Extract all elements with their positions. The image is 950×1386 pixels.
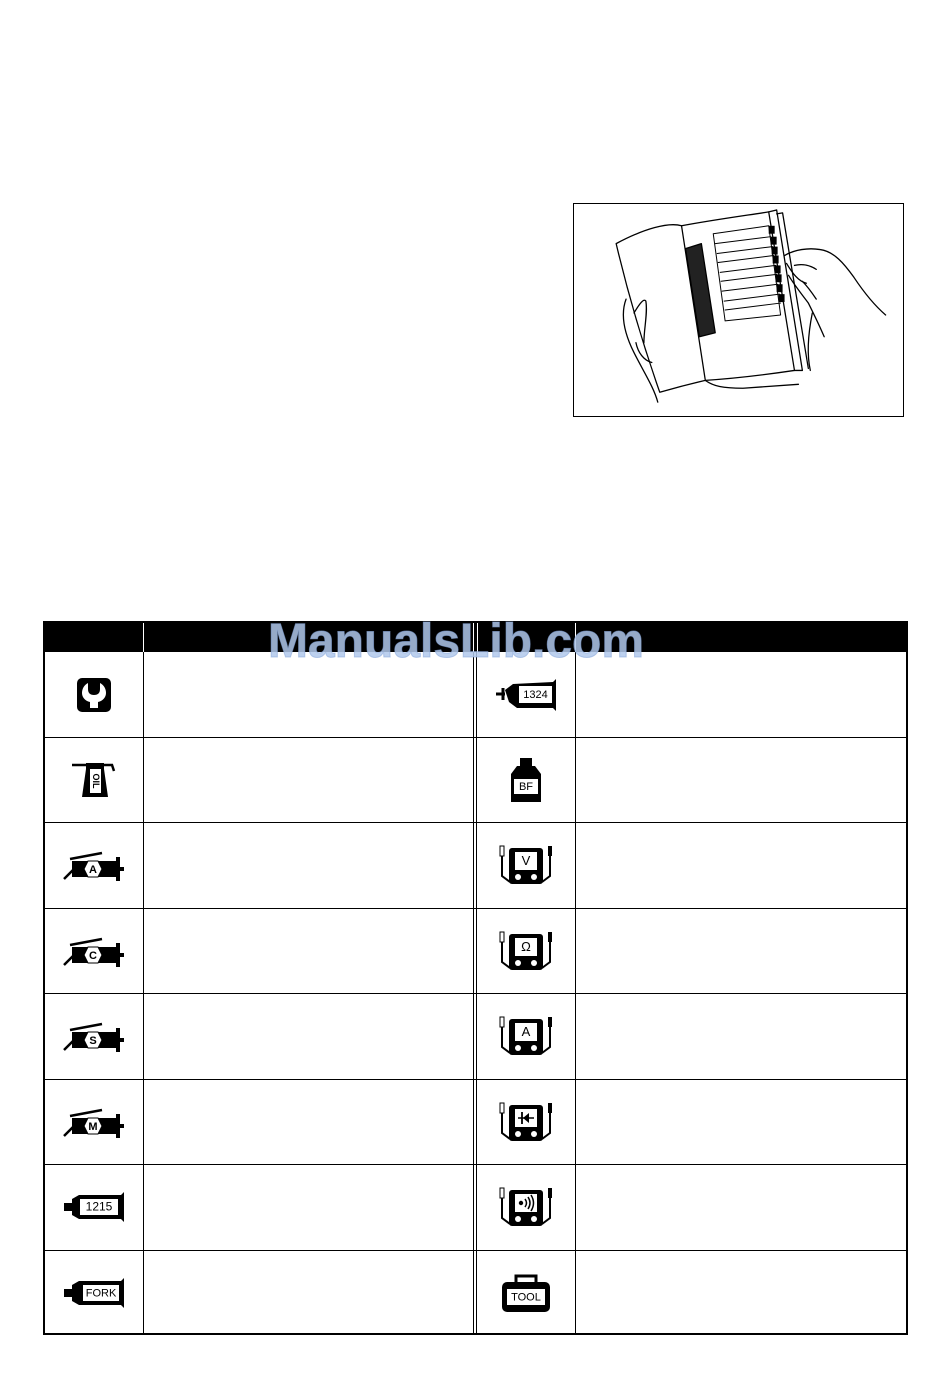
- table-row: [45, 652, 143, 737]
- continuity-tester-icon: [498, 1186, 554, 1228]
- toolbox-icon: [500, 1272, 552, 1314]
- table-row: [477, 1164, 575, 1250]
- table-row: [477, 737, 575, 822]
- table-row: [477, 908, 575, 993]
- table-row: [477, 822, 575, 908]
- table-row: [45, 737, 143, 822]
- grease-gun-c-icon: [62, 931, 126, 971]
- locking-agent-tube-icon: [495, 678, 557, 712]
- watermark-text: ManualsLib.com: [268, 615, 645, 668]
- brake-fluid-label: BF: [518, 780, 534, 793]
- table-cell-description: [576, 1250, 906, 1335]
- manual-illustration: [573, 203, 904, 417]
- table-row: [45, 1164, 143, 1250]
- fork-oil-tube-icon: [63, 1277, 125, 1309]
- table-cell-description: [144, 908, 473, 993]
- table-row: [477, 652, 575, 737]
- table-cell-description: [576, 652, 906, 737]
- fork-oil-tube-label: FORK: [85, 1286, 117, 1299]
- grease-gun-a-label: A: [89, 863, 97, 876]
- wrench-icon: [76, 677, 112, 713]
- table-cell-description: [576, 737, 906, 822]
- table-cell-description: [144, 1164, 473, 1250]
- voltmeter-label: V: [521, 852, 531, 868]
- table-cell-description: [576, 1164, 906, 1250]
- table-cell-description: [144, 1250, 473, 1335]
- hands-holding-book-image: [574, 204, 903, 416]
- table-cell-description: [144, 1079, 473, 1164]
- tool-symbols-table: [43, 621, 908, 1335]
- table-row: [45, 908, 143, 993]
- grease-gun-s-label: S: [89, 1034, 97, 1047]
- grease-gun-m-label: M: [88, 1120, 98, 1133]
- oil-can-icon: [68, 757, 120, 803]
- table-cell-description: [144, 652, 473, 737]
- table-cell-description: [576, 908, 906, 993]
- table-row: [45, 993, 143, 1079]
- table-cell-description: [144, 993, 473, 1079]
- table-cell-description: [576, 1079, 906, 1164]
- table-row: [45, 1250, 143, 1335]
- sealant-tube-label: 1215: [85, 1199, 113, 1214]
- table-row: [477, 993, 575, 1079]
- ohmmeter-label: Ω: [521, 938, 531, 954]
- grease-gun-c-label: C: [89, 949, 97, 962]
- toolbox-label: TOOL: [511, 1290, 541, 1303]
- diode-tester-icon: [498, 1101, 554, 1143]
- ammeter-icon: [498, 1015, 554, 1057]
- table-row: [45, 822, 143, 908]
- ammeter-label: A: [521, 1023, 531, 1039]
- voltmeter-icon: [498, 844, 554, 886]
- table-cell-description: [576, 822, 906, 908]
- brake-fluid-bottle-icon: [509, 756, 543, 804]
- table-row: [477, 1079, 575, 1164]
- table-cell-description: [144, 822, 473, 908]
- table-row: [45, 1079, 143, 1164]
- sealant-tube-icon: [63, 1191, 125, 1223]
- locking-agent-tube-label: 1324: [523, 688, 548, 701]
- table-cell-description: [576, 993, 906, 1079]
- grease-gun-m-icon: [62, 1102, 126, 1142]
- oil-can-label: OIL: [91, 773, 102, 788]
- grease-gun-s-icon: [62, 1016, 126, 1056]
- table-header-bar: [45, 623, 906, 652]
- ohmmeter-icon: [498, 930, 554, 972]
- table-row: [477, 1250, 575, 1335]
- table-cell-description: [144, 737, 473, 822]
- grease-gun-a-icon: [62, 845, 126, 885]
